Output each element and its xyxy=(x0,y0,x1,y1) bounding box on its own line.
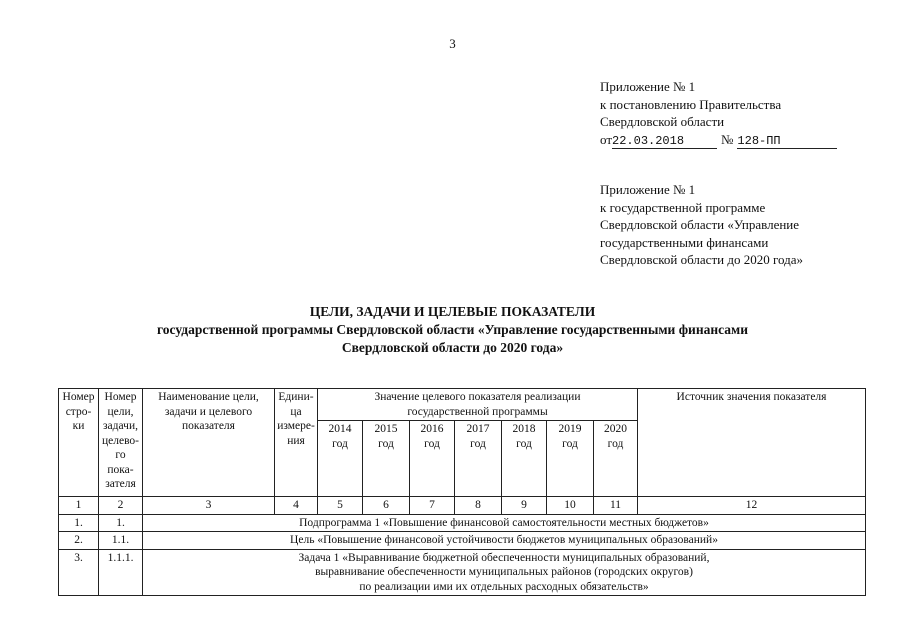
header-year-2014: 2014 год xyxy=(318,421,363,497)
annex-resolution-line2: к постановлению Правительства xyxy=(600,96,782,112)
header-value-group: Значение целевого показателя реализации государственной программы xyxy=(318,389,638,421)
annex-program-line4: государственными финансами xyxy=(600,234,769,250)
col-number: 9 xyxy=(502,497,547,515)
header-goal-number: Номер цели, задачи, целево- го пока- зателя xyxy=(99,389,143,497)
from-prefix: от xyxy=(600,131,613,147)
col-number: 4 xyxy=(275,497,318,515)
header-year-2016: 2016 год xyxy=(410,421,455,497)
col-number: 10 xyxy=(547,497,594,515)
row-code: 1. xyxy=(99,514,143,532)
table-row xyxy=(59,532,866,550)
header-year-2017: 2017 год xyxy=(455,421,502,497)
header-name: Наименование цели, задачи и целевого показателя xyxy=(143,389,275,497)
header-row-1 xyxy=(59,389,866,421)
document-subtitle-line2: Свердловской области до 2020 года» xyxy=(341,340,564,355)
col-number: 5 xyxy=(318,497,363,515)
row-description: Подпрограмма 1 «Повышение финансовой самостоятельности местных бюджетов» xyxy=(143,514,866,532)
row-number: 2. xyxy=(59,532,99,550)
col-number: 11 xyxy=(594,497,638,515)
annex-program-line1: Приложение № 1 xyxy=(600,182,696,197)
col-number: 3 xyxy=(143,497,275,515)
table-row xyxy=(59,514,866,532)
resolution-date: 22.03.2018 xyxy=(612,135,717,149)
header-source: Источник значения показателя xyxy=(638,389,866,497)
number-sign: № xyxy=(721,131,734,147)
table-row xyxy=(59,549,866,596)
header-year-2018: 2018 год xyxy=(502,421,547,497)
col-number: 8 xyxy=(455,497,502,515)
column-numbers-row xyxy=(59,497,866,515)
targets-table xyxy=(58,388,866,596)
annex-resolution-line1: Приложение № 1 xyxy=(600,79,696,94)
header-unit: Едини- ца измере- ния xyxy=(275,389,318,497)
resolution-number: 128-ПП xyxy=(737,135,837,149)
annex-resolution-date-line xyxy=(600,131,837,149)
row-description: Цель «Повышение финансовой устойчивости бюджетов муниципальных образований» xyxy=(143,532,866,550)
annex-program-line3: Свердловской области «Управление xyxy=(600,217,800,232)
col-number: 12 xyxy=(638,497,866,515)
header-year-2019: 2019 год xyxy=(547,421,594,497)
row-description: Задача 1 «Выравнивание бюджетной обеспеченности муниципальных образований, выравнивание обеспеченности муниципальных районов (городских округов) по реализации ими их отдельных расходных обязательств» xyxy=(143,549,866,596)
annex-resolution xyxy=(600,78,837,149)
col-number: 2 xyxy=(99,497,143,515)
row-code: 1.1.1. xyxy=(99,549,143,596)
col-number: 7 xyxy=(410,497,455,515)
header-row-number: Номер стро- ки xyxy=(59,389,99,497)
col-number: 6 xyxy=(363,497,410,515)
row-code: 1.1. xyxy=(99,532,143,550)
annex-resolution-line3: Свердловской области xyxy=(600,114,725,129)
header-year-2015: 2015 год xyxy=(363,421,410,497)
row-number: 3. xyxy=(59,549,99,596)
document-subtitle-line1: государственной программы Свердловской области «Управление государственными финансами xyxy=(156,322,749,337)
row-number: 1. xyxy=(59,514,99,532)
annex-program-line2: к государственной программе xyxy=(600,199,766,215)
col-number: 1 xyxy=(59,497,99,515)
annex-program xyxy=(600,181,803,269)
header-year-2020: 2020 год xyxy=(594,421,638,497)
document-title: ЦЕЛИ, ЗАДАЧИ И ЦЕЛЕВЫЕ ПОКАЗАТЕЛИ xyxy=(309,304,596,319)
annex-program-line5: Свердловской области до 2020 года» xyxy=(600,252,803,267)
page-number: 3 xyxy=(449,36,456,51)
